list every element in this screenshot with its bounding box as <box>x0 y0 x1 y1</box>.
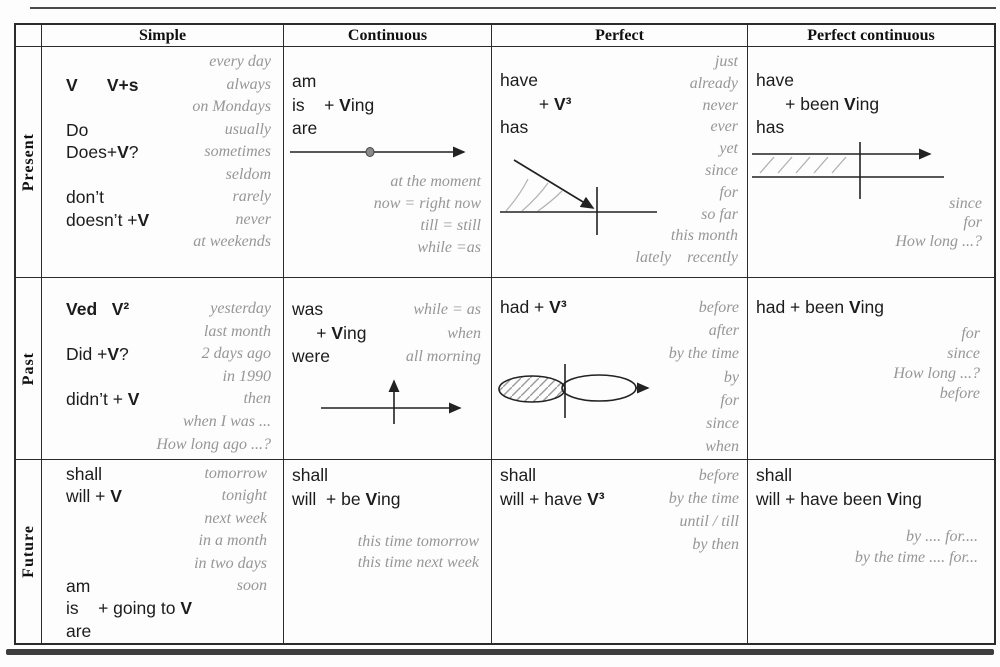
formula-lines: was + Ving were <box>292 299 367 366</box>
interrupted-action-cross-diagram <box>312 368 472 428</box>
time-marker-lines: this time tomorrow this time next week <box>357 533 479 571</box>
cell-present-continuous <box>284 47 492 278</box>
time-marker-lines: since for How long ...? <box>895 195 982 250</box>
column-header-label: Perfect continuous <box>807 26 935 44</box>
row-label-past: Past <box>16 278 42 460</box>
cell-future-continuous <box>284 460 492 643</box>
column-header-simple <box>42 25 284 47</box>
column-header-continuous <box>284 25 492 47</box>
cell-present-perfect-continuous <box>748 47 994 278</box>
formula-lines: am is + Ving are <box>292 71 375 138</box>
column-header-perfect-continuous <box>748 25 994 47</box>
cell-past-perfect <box>492 278 748 460</box>
cell-future-simple <box>42 460 284 643</box>
formula-lines: had + V³ <box>500 297 567 317</box>
cell-past-perfect-continuous <box>748 278 994 460</box>
sequence-ellipses-diagram <box>494 360 670 424</box>
cell-present-simple <box>42 47 284 278</box>
top-rule <box>30 7 996 9</box>
formula-lines: Ved V² Did +V? didn’t + V <box>66 299 140 410</box>
timeline-now-dot-arrow-diagram <box>288 143 484 163</box>
column-header-perfect <box>492 25 748 47</box>
cell-future-perfect-continuous <box>748 460 994 643</box>
cell-future-perfect <box>492 460 748 643</box>
bottom-rule <box>6 649 994 655</box>
corner-cell <box>16 25 42 47</box>
formula-lines: have + been Ving has <box>756 70 880 137</box>
formula-lines: had + been Ving <box>756 297 884 317</box>
formula-lines: have + V³ has <box>500 70 572 137</box>
column-header-label: Perfect <box>595 26 644 44</box>
row-label-present: Present <box>16 47 42 278</box>
time-marker-lines: just already never ever yet since for so far this month lately recently <box>635 53 738 267</box>
time-marker-lines: by .... for.... by the time .... for... <box>854 528 978 566</box>
formula-lines: shall will + have V³ <box>500 465 605 509</box>
time-marker-lines: before after by the time by for since when <box>668 299 739 456</box>
time-marker-lines: every day always on Mondays usually sometimes seldom rarely never at weekends <box>192 53 271 250</box>
formula-lines: shall will + have been Ving <box>756 465 922 509</box>
time-marker-lines: while = as when all morning <box>405 301 481 365</box>
cell-present-perfect <box>492 47 748 278</box>
formula-lines: shall will + be Ving <box>292 465 401 509</box>
formula-lines: V V+s Do Does+V? don’t doesn’t +V <box>66 74 150 230</box>
column-header-label: Simple <box>138 26 187 44</box>
column-header-label: Continuous <box>347 26 428 44</box>
cell-past-continuous <box>284 278 492 460</box>
row-label-future: Future <box>16 460 42 643</box>
time-marker-lines: tomorrow tonight next week in a month in two days soon <box>194 465 267 594</box>
time-marker-lines: before by the time until / till by then <box>668 467 739 553</box>
formula-lines: shall will + V am is + going to V are <box>66 464 192 641</box>
time-marker-lines: yesterday last month 2 days ago in 1990 then when I was ... How long ago ...? <box>156 300 271 453</box>
tense-table <box>14 23 996 645</box>
cell-past-simple <box>42 278 284 460</box>
time-marker-lines: at the moment now = right now till = still while =as <box>373 173 481 256</box>
time-marker-lines: for since How long ...? before <box>893 325 980 402</box>
